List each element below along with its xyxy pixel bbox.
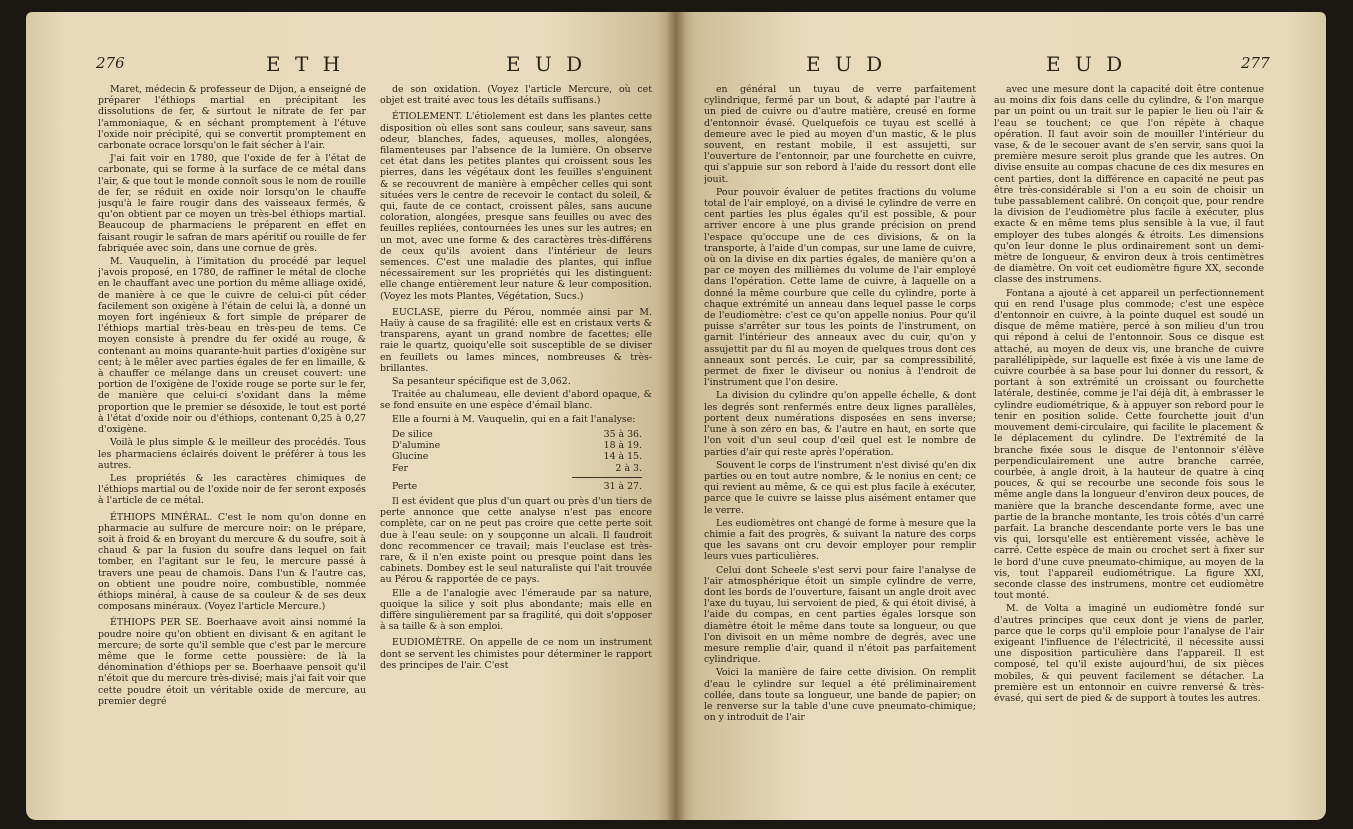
- left-page: [26, 12, 676, 820]
- book-gutter: [666, 12, 686, 820]
- paragraph: Elle a de l'analogie avec l'émeraude par sa nature, quoique la silice y soit plus abondante; mais elle en diffère singulièrement par sa fragilité, qui doit s'opposer à sa taille & à son emploi.: [380, 587, 652, 633]
- entry-ethiops-mineral: ÉTHIOPS MINÉRAL. C'est le nom qu'on donne en pharmacie au sulfure de mercure noir: on le prépare, soit à froid & en broyant du mercure & du soufre, soit à chaud & par la fusion du soufre dans lequel on fait tomber, en l'agitant sur le feu, le mercure passé à travers une peau de chamois. Dans l'un & l'autre cas, on obtient une poudre noire, combustible, nommée éthiops minéral, à cause de sa couleur & de ses deux composans minéraux. (Voyez l'article Mercure.): [98, 511, 366, 613]
- paragraph: M. de Volta a imaginé un eudiomètre fondé sur d'autres principes que ceux dont je viens de parler, parce que le corps qu'il emploie pour l'analyse de l'air exigeant l'influence de l'électricité, il nécessite aussi une disposition particulière dans l'appareil. Il est composé, tel qu'il existe aujourd'hui, de six pièces mobiles, & qui peuvent facilement se détacher. La première est un entonnoir en cuivre renversé & très-évasé, qui sert de pied & de support à toutes les autres.: [994, 603, 1264, 704]
- paragraph: Les propriétés & les caractères chimiques de l'éthiops martial ou de l'oxide noir de fer seront exposés à l'article de ce métal.: [98, 472, 366, 507]
- paragraph: Traitée au chalumeau, elle devient d'abord opaque, & se fond ensuite en une espèce d'émail blanc.: [380, 389, 652, 412]
- paragraph: Elle a fourni à M. Vauquelin, qui en a fait l'analyse:: [392, 413, 636, 425]
- paragraph: Maret, médecin & professeur de Dijon, a enseigné de préparer l'éthiops martial en précipitant les dissolutions de fer, & surtout le nitrate de fer par l'ammoniaque, & en séchant promptement à l'étuve l'oxide noir précipité, qui se convertit promptement en carbonate ocrace lorsqu'on le fait sécher à l'air.: [98, 84, 366, 152]
- running-header-left: E T H: [266, 52, 345, 76]
- running-header-right: E U D: [1046, 52, 1127, 76]
- paragraph: Les eudiomètres ont changé de forme à mesure que la chimie a fait des progrès, & suivant la nature des corps que les savans ont cru devoir employer pour remplir leurs vues particulières.: [704, 517, 976, 563]
- table-label: De silice: [392, 428, 433, 440]
- page-number-right: 277: [1241, 54, 1270, 72]
- table-label: Fer: [392, 462, 409, 474]
- column-1: [98, 84, 366, 814]
- paragraph: Souvent le corps de l'instrument n'est divisé qu'en dix parties ou en tout autre nombre, & le nonius en cent; ce qui revient au même, & ce qui est plus facile à exécuter, parce que le cuivre se laisse plus aisément entamer que le verre.: [704, 459, 976, 516]
- paragraph: Voici la manière de faire cette division. On remplit d'eau le cylindre sur lequel a été préliminairement collée, dans toute sa longueur, une bande de papier; on le renverse sur la table d'une cuve pneumato-chimique; on y introduit de l'air: [704, 667, 976, 724]
- paragraph: Fontana a ajouté à cet appareil un perfectionnement qui en rend l'usage plus commode; c'est une espèce d'entonnoir en cuivre, à la pointe duquel est soudé un disque de même matière, percé à son milieu d'un trou qui répond à celui de l'entonnoir. Sous ce disque est attaché, au moyen de deux vis, une branche de cuivre parallélipipède, sur laquelle est fixée à vis une lame de cuivre courbée à sa base pour lui donner du ressort, & portant à son extrémité un croissant ou fourchette latérale, destinée, comme je l'ai déjà dit, à embrasser le cylindre eudiométrique, & à appuyer son rebord pour le tenir en position solide. Cette fourchette jouit d'un mouvement demi-circulaire, qui facilite le placement & le déplacement du cylindre. De l'extrémité de la branche fixée sous le disque de l'entonnoir s'élève perpendiculairement une autre branche carrée, courbée, à angle droit, à la hauteur de quatre à cinq pouces, & qui se recourbe une seconde fois sous le même angle dans la longueur d'environ deux pouces, de manière que la branche descendante forme, avec une partie de la branche montante, les trois côtés d'un carré parfait. La branche descendante porte vers le bas une vis qui, lorsqu'elle est entièrement vissée, achève le carré. Cette espèce de main ou crochet sert à fixer sur le bord d'une cuve pneumato-chimique, au moyen de la vis, tout l'appareil eudiométrique. La figure XXI, seconde classe des instrumens, montre cet eudiomètre tout monté.: [994, 287, 1264, 602]
- right-page: [676, 12, 1326, 820]
- column-2: [380, 84, 652, 814]
- table-label: D'alumine: [392, 440, 441, 452]
- open-book: [26, 12, 1326, 822]
- entry-etiolement: ÉTIOLEMENT. L'étiolement est dans les plantes cette disposition où elles sont sans couleur, sans saveur, sans odeur, blanches, fades, aqueuses, molles, alongées, filamenteuses par l'absence de la lumière. On observe cet état dans les petites plantes qui croissent sous les pierres, dans les végétaux dont les feuilles s'enguinent & se recouvrent de manière à empêcher celles qui sont situées vers le centre de recevoir le contact du soleil, & qui, faute de ce contact, croissent pâles, sans aucune coloration, alongées, presque sans feuilles ou avec des feuilles repliées, contournées les unes sur les autres; en un mot, avec une forme & des caractères très-différens de ceux qu'ils avoient dans l'intérieur de leurs semences. C'est une maladie des plantes, qui influe nécessairement sur les propriétés qui les distinguent: elle change entièrement leur nature & leur composition. (Voyez les mots Plantes, Végétation, Sucs.): [380, 111, 652, 302]
- page-number-left: 276: [96, 54, 125, 72]
- paragraph: M. Vauquelin, à l'imitation du procédé par lequel j'avois proposé, en 1780, de raffiner le métal de cloche en le chauffant avec une portion du même alliage oxidé, de manière à ce que le cuivre de celui-ci pût céder facilement son oxigène à l'étain de celui là, a donné un moyen fort ingénieux & fort simple de préparer de l'éthiops martial très-beau en très-peu de tems. Ce moyen consiste à prendre du fer oxidé au rouge, & contenant au moins quarante-huit parties d'oxigène sur cent; à le mêler avec parties égales de fer en limaille, & à chauffer ce mélange dans un creuset couvert: une portion de l'oxigène de l'oxide rouge se porte sur le fer, de manière que celui-ci s'oxidant dans la même proportion que le premier se désoxide, le tout est porté à l'état d'oxide noir ou d'éthiops, contenant 0,25 à 0,27 d'oxigène.: [98, 256, 366, 436]
- entry-eudiometre: EUDIOMÈTRE. On appelle de ce nom un instrument dont se servent les chimistes pour déterminer le rapport des principes de l'air. C'est: [380, 637, 652, 671]
- table-value: 31 à 27.: [603, 480, 642, 492]
- paragraph: en général un tuyau de verre parfaitement cylindrique, fermé par un bout, & adapté par l'autre à un pied de cuivre ou d'autre matière, creusé en forme d'entonnoir évasé. Quelquefois ce tuyau est scellé à demeure avec le pied au moyen d'un mastic, & le plus souvent, en restant mobile, il est assujetti, sur l'ouverture de l'entonnoir, par une fourchette en cuivre, qui s'appuie sur son rebord à l'aide du ressort dont elle jouit.: [704, 84, 976, 185]
- table-value: 14 à 15.: [603, 451, 642, 463]
- column-3: [704, 84, 976, 814]
- table-label: Perte: [392, 480, 418, 492]
- table-row-total: [392, 481, 642, 492]
- table-value: 18 à 19.: [603, 440, 642, 452]
- running-header-left: E U D: [806, 52, 887, 76]
- table-row: [392, 463, 642, 474]
- analysis-table: [392, 429, 642, 492]
- entry-ethiops-per-se: ÉTHIOPS PER SE. Boerhaave avoit ainsi nommé la poudre noire qu'on obtient en divisant & en agitant le mercure; de sorte qu'il semble que c'est par le mercure même que le forme cette poussière: de là la dénomination d'éthiops per se. Boerhaave pensoit qu'il n'étoit que du mercure très-divisé; mais j'ai fait voir que cette poudre étoit un véritable oxide de mercure, au premier degré: [98, 617, 366, 707]
- paragraph: Il est évident que plus d'un quart ou près d'un tiers de perte annonce que cette analyse n'est pas encore complète, car on ne peut pas croire que cette perte soit due à l'eau seule: on y soupçonne un alcali. Il faudroit donc recommencer ce travail; mais l'euclase est très-rare, & il n'en existe point ou presque point dans les cabinets. Dombey est le seul naturaliste qui l'ait trouvée au Pérou & rapportée de ce pays.: [380, 495, 652, 586]
- table-value: 2 à 3.: [615, 462, 642, 474]
- paragraph: Celui dont Scheele s'est servi pour faire l'analyse de l'air atmosphérique étoit un simple cylindre de verre, dont les bords de l'ouverture, faisant un angle droit avec l'axe du tuyau, lui servoient de pied, & qui étoit divisé, à l'aide du compas, en cent parties égales lorsque son diamètre étoit le même dans toute sa longueur, ou que l'on divisoit en un même nombre de degrés, avec une mesure remplie d'air, quand il n'étoit pas parfaitement cylindrique.: [704, 564, 976, 666]
- table-row: [392, 429, 642, 440]
- paragraph: Sa pesanteur spécifique est de 3,062.: [392, 376, 571, 388]
- table-value: 35 à 36.: [603, 428, 642, 440]
- paragraph: La division du cylindre qu'on appelle échelle, & dont les degrés sont renfermés entre deux lignes parallèles, portent deux numérations disposées en sens inverse; l'une à son zéro en bas, & l'autre en haut, en sorte que l'on voit d'un seul coup d'œil quel est le nombre de parties d'air qui reste après l'opération.: [704, 390, 976, 458]
- paragraph: avec une mesure dont la capacité doit être contenue au moins dix fois dans celle du cylindre, & l'on marque par un point ou un trait sur le papier le lieu où l'air & l'eau se touchent; ce que l'on répète à chaque opération. Il faut avoir soin de mouiller l'intérieur du vase, & de le secouer avant de s'en servir, sans quoi la première mesure seroit plus grande que les autres. On divise ensuite au compas chacune de ces dix mesures en cent parties, dont la différence en capacité ne peut pas être très-considérable si l'on a eu soin de choisir un tube passablement calibré. On conçoit que, pour rendre la division de l'eudiomètre plus facile à exécuter, plus exacte & en même tems plus sensible à la vue, il faut employer des tubes alongés & étroits. Les dimensions qu'on leur donne le plus ordinairement sont un demi-mètre de longueur, & environ deux à trois centimètres de diamètre. On voit cet eudiomètre figure XX, seconde classe des instrumens.: [994, 84, 1264, 286]
- paragraph: de son oxidation. (Voyez l'article Mercure, où cet objet est traité avec tous les détails suffisans.): [380, 84, 652, 107]
- paragraph: J'ai fait voir en 1780, que l'oxide de fer à l'état de carbonate, qui se forme à la surface de ce métal dans l'air, & que tout le monde connoît sous le nom de rouille de fer, se réduit en oxide noir lorsqu'on le chauffe jusqu'à le faire rougir dans des vaisseaux fermés, & qu'on obtient par ce moyen un très-bel éthiops martial. Beaucoup de pharmaciens le préparent en effet en faisant rougir le safran de mars apéritif ou rouille de fer fabriquée avec soin, dans une cornue de grès.: [98, 153, 366, 254]
- table-rule: [572, 477, 642, 478]
- running-header-right: E U D: [506, 52, 587, 76]
- table-row: [392, 451, 642, 462]
- paragraph: Voilà le plus simple & le meilleur des procédés. Tous les pharmaciens éclairés doivent le préférer à tous les autres.: [98, 437, 366, 471]
- table-row: [392, 440, 642, 451]
- table-label: Glucine: [392, 451, 429, 463]
- column-4: [994, 84, 1264, 814]
- paragraph: Pour pouvoir évaluer de petites fractions du volume total de l'air employé, on a divisé le cylindre de verre en cent parties les plus égales qu'il est possible, & pour arriver encore à une plus grande précision on prend l'espace qu'occupe une de ces divisions, & on la transporte, à l'aide d'un compas, sur une lame de cuivre, où on la divise en dix parties égales, de manière qu'on a par ce moyen des millièmes du volume de l'air employé dans l'opération. Cette lame de cuivre, à laquelle on a donné la même courbure que celle du cylindre, porte à chaque extrémité un anneau dans lequel passe le corps de l'eudiomètre: c'est ce qu'on appelle nonius. Pour qu'il puisse s'arrêter sur tous les points de l'instrument, on garnit l'intérieur des anneaux avec du cuir, qu'on y assujettit par du fil au moyen de quelques trous dont ces anneaux sont percés. Le cuir, par sa compressibilité, permet de fixer le diviseur ou nonius à l'endroit de l'instrument que l'on desire.: [704, 186, 976, 389]
- entry-euclase: EUCLASE, pierre du Pérou, nommée ainsi par M. Haüy à cause de sa fragilité: elle est en cristaux verts & transparens, ayant un grand nombre de facettes; elle raie le quartz, quoiqu'elle soit susceptible de se diviser en feuillets ou lames minces, nombreuses & très-brillantes.: [380, 306, 652, 374]
